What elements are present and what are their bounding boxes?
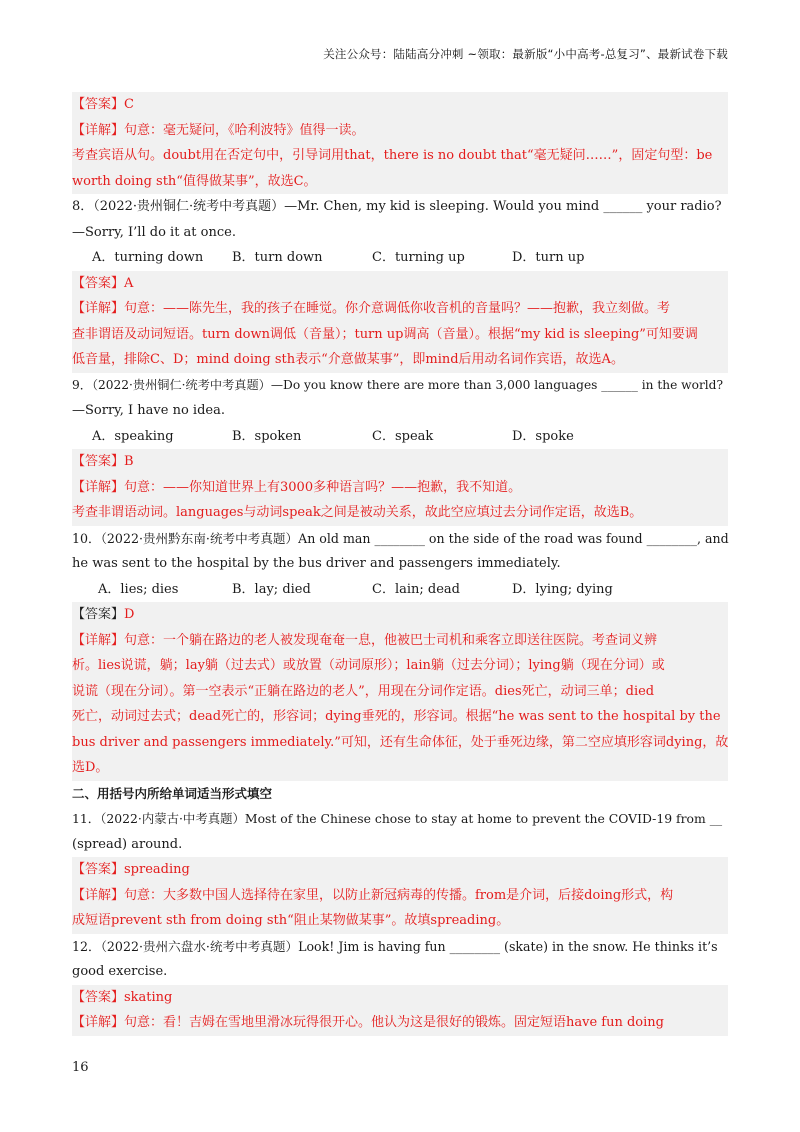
answer-line: 【答案】C [72, 97, 134, 112]
question-9-options [72, 424, 728, 450]
answer-line: 【答案】B [72, 454, 134, 469]
answer-label: 【答案】 [72, 607, 125, 622]
detail-line: 查非谓语及动词短语。turn down调低（音量）；turn up调高（音量）。根据“my kid is sleeping”可知要调 [72, 326, 698, 342]
detail-line: 【详解】句意：大多数中国人选择待在家里，以防止新冠病毒的传播。from是介词，后接doing形式，构 [72, 887, 674, 903]
answer-block-7 [72, 92, 728, 194]
option-b: B．turn down [232, 250, 323, 265]
answer-block-10 [72, 602, 728, 781]
detail-line: 【详解】句意：毫无疑问，《哈利波特》值得一读。 [72, 122, 365, 138]
detail-line: 考查宾语从句。doubt用在否定句中，引导词用that，there is no doubt that“毫无疑问……”，固定句型：be [72, 148, 713, 163]
detail-line: 说谎（现在分词）。第一空表示“正躺在路边的老人”，用现在分词作定语。dies死亡，动词三单；died [72, 683, 655, 699]
detail-line: worth doing sth“值得做某事”，故选C。 [72, 173, 317, 189]
option-c: C．speak [372, 428, 434, 444]
option-a: A．speaking [92, 428, 174, 444]
detail-line: 【详解】句意：——你知道世界上有3000多种语言吗？——抱歉，我不知道。 [72, 479, 522, 495]
answer-value: D [124, 607, 135, 622]
question-11-stem: 11．（2022·内蒙古·中考真题）Most of the Chinese chose to stay at home to prevent the COVID-19 from __ [72, 811, 723, 826]
option-d: D．lying; dying [512, 581, 613, 597]
answer-line: 【答案】A [72, 275, 134, 291]
answer-line: 【答案】skating [72, 989, 173, 1005]
question-10-options [72, 577, 728, 603]
question-11-stem-cont: (spread) around. [72, 836, 183, 852]
question-12-stem: 12．（2022·贵州六盘水·统考中考真题）Look! Jim is having fun ________ (skate) in the snow. He thinks it’s [72, 938, 718, 954]
question-9-stem-cont: —Sorry, I have no idea. [72, 403, 225, 418]
option-d: D．turn up [512, 250, 585, 265]
answer-block-9 [72, 449, 728, 526]
option-c: C．turning up [372, 250, 465, 265]
detail-line: 【详解】句意：看！吉姆在雪地里滑冰玩得很开心。他认为这是很好的锻炼。固定短语have fun doing [72, 1015, 664, 1030]
option-c: C．lain; dead [372, 581, 460, 597]
question-12-stem-cont: good exercise. [72, 964, 168, 979]
option-b: B．lay; died [232, 581, 311, 597]
option-a: A．lies; dies [98, 581, 179, 597]
detail-line: 成短语prevent sth from doing sth“阻止某物做某事”。故填spreading。 [72, 913, 510, 928]
question-8-options [72, 245, 728, 271]
question-9-stem: 9．（2022·贵州铜仁·统考中考真题）—Do you know there are more than 3,000 languages ______ in the world? [72, 377, 724, 392]
detail-line: 【详解】句意：一个躺在路边的老人被发现奄奄一息，他被巴士司机和乘客立即送往医院。考查词义辨 [72, 632, 658, 648]
question-10-stem-cont: he was sent to the hospital by the bus driver and passengers immediately. [72, 556, 561, 571]
answer-line: 【答案】spreading [72, 862, 190, 877]
detail-line: 析。lies说谎，躺；lay躺（过去式）或放置（动词原形）；lain躺（过去分词）；lying躺（现在分词）或 [72, 658, 665, 673]
detail-line: 死亡，动词过去式；dead死亡的，形容词；dying垂死的，形容词。根据“he was sent to the hospital by the [72, 709, 721, 724]
answer-block-12 [72, 985, 728, 1036]
option-d: D．spoke [512, 428, 574, 444]
detail-line: bus driver and passengers immediately.”可知，还有生命体征，处于垂死边缘，第二空应填形容词dying，故 [72, 734, 729, 750]
answer-line [72, 602, 728, 628]
answer-block-11 [72, 857, 728, 934]
page-content [72, 92, 728, 1036]
section-title: 二、用括号内所给单词适当形式填空 [72, 785, 273, 801]
page-number: 16 [72, 1060, 89, 1075]
answer-block-8 [72, 271, 728, 373]
detail-line: 低音量，排除C、D；mind doing sth表示“介意做某事”，即mind后用动名词作宾语，故选A。 [72, 352, 624, 367]
detail-line: 选D。 [72, 760, 109, 775]
option-b: B．spoken [232, 428, 302, 444]
page-header: 关注公众号：陆陆高分冲刺 ~领取：最新版“小中高考-总复习”、最新试卷下载 [323, 47, 728, 61]
question-8-stem: 8．（2022·贵州铜仁·统考中考真题）—Mr. Chen, my kid is sleeping. Would you mind ______ your radio? [72, 199, 722, 214]
detail-line: 考查非谓语动词。languages与动词speak之间是被动关系，故此空应填过去分词作定语，故选B。 [72, 505, 643, 520]
option-a: A．turning down [92, 250, 204, 265]
question-8-stem-cont: —Sorry, I’ll do it at once. [72, 224, 236, 240]
detail-line: 【详解】句意：——陈先生，我的孩子在睡觉。你介意调低你收音机的音量吗？——抱歉，我立刻做。考 [72, 301, 671, 316]
question-10-stem: 10．（2022·贵州黔东南·统考中考真题）An old man ________ on the side of the road was found ________, and [72, 530, 729, 546]
